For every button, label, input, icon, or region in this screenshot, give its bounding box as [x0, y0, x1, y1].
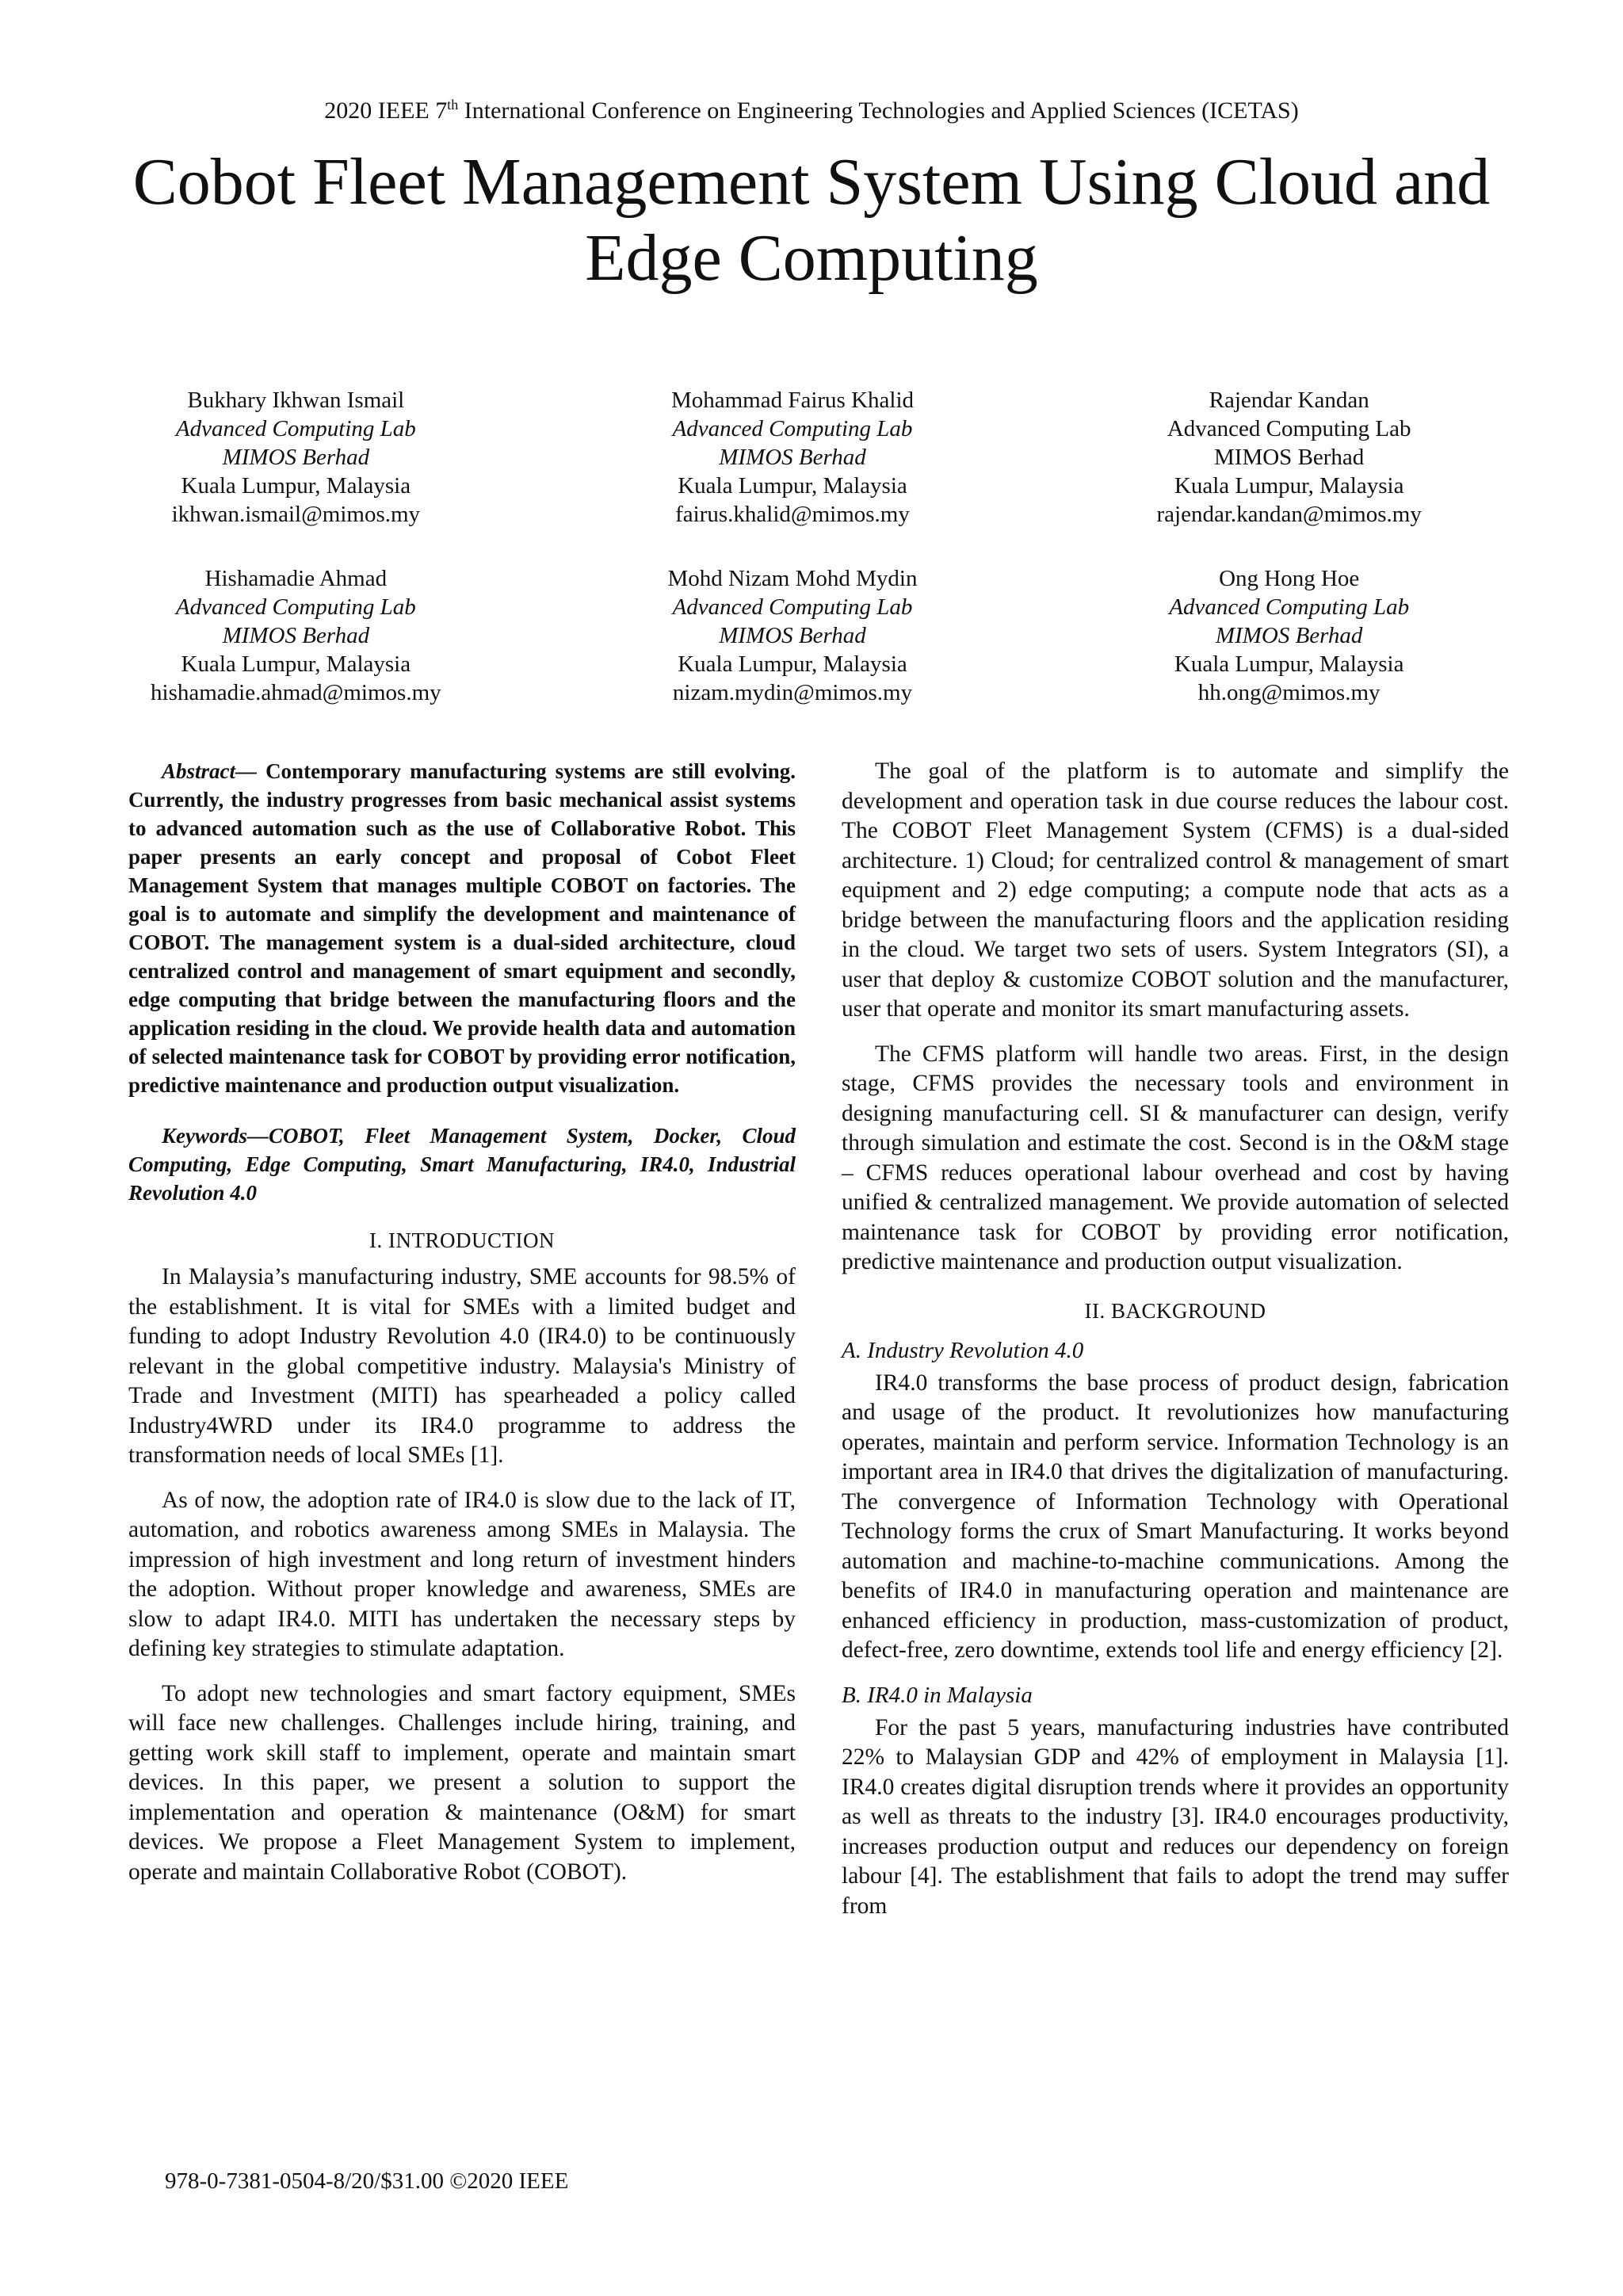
- paper-title: Cobot Fleet Management System Using Cloud and Edge Computing: [132, 145, 1491, 295]
- abstract-text: Contemporary manufacturing systems are still evolving. Currently, the industry progresses from basic mechanical assist systems to advanced automation such as the use of Collaborative Robot. This paper presents an early concept and proposal of Cobot Fleet Management System that manages multiple COBOT on factories. The goal is to automate and simplify the development and maintenance of COBOT. The management system is a dual-sided architecture, cloud centralized control and management of smart equipment and secondly, edge computing that bridge between the manufacturing floors and the application residing in the cloud. We provide health data and automation of selected maintenance task for COBOT by providing error notification, predictive maintenance and production output visualization.: [128, 759, 796, 1097]
- author-dept: Advanced Computing Lab: [1167, 416, 1411, 441]
- paragraph: The CFMS platform will handle two areas. First, in the design stage, CFMS provides the necessary tools and environment in designing manufacturing cell. SI & manufacturer can design, verify through simulation and estimate the cost. Second is in the O&M stage – CFMS reduces operational labour overhead and cost by having unified & centralized management. We provide automation of selected maintenance task for COBOT by providing error notification, predictive maintenance and production output visualization.: [842, 1041, 1509, 1274]
- author-email[interactable]: fairus.khalid@mimos.my: [675, 502, 910, 527]
- author-location: Kuala Lumpur, Malaysia: [678, 651, 907, 677]
- author-name: Mohammad Fairus Khalid: [670, 388, 915, 413]
- author-row-2: [48, 564, 1537, 707]
- author-row-1: [48, 386, 1537, 529]
- author-org: MIMOS Berhad: [222, 623, 370, 648]
- author-location: Kuala Lumpur, Malaysia: [1174, 473, 1404, 499]
- keywords: Keywords—COBOT, Fleet Management System, Docker, Cloud Computing, Edge Computing, Smart Manufacturing, IR4.0, Industrial Revolution 4.0: [128, 1124, 796, 1205]
- author-location: Kuala Lumpur, Malaysia: [181, 651, 411, 677]
- author-block: [544, 386, 1041, 529]
- paragraph: For the past 5 years, manufacturing industries have contributed 22% to Malaysian GDP and 42% of employment in Malaysia [1]. IR4.0 creates digital disruption trends where it provides an opportunity as well as threats to the industry [3]. IR4.0 encourages productivity, increases production output and reduces our dependency on foreign labour [4]. The establishment that fails to adopt the trend may suffer from: [842, 1714, 1509, 1919]
- author-location: Kuala Lumpur, Malaysia: [181, 473, 411, 499]
- subsection-heading-ir40-malaysia: B. IR4.0 in Malaysia: [842, 1682, 1033, 1708]
- author-email[interactable]: hishamadie.ahmad@mimos.my: [151, 680, 441, 705]
- author-org: MIMOS Berhad: [1214, 445, 1365, 470]
- author-email[interactable]: rajendar.kandan@mimos.my: [1156, 502, 1422, 527]
- author-location: Kuala Lumpur, Malaysia: [678, 473, 907, 499]
- author-dept: Advanced Computing Lab: [672, 416, 913, 441]
- conference-name: 2020 IEEE 7: [324, 97, 448, 124]
- author-org: MIMOS Berhad: [222, 445, 370, 470]
- author-location: Kuala Lumpur, Malaysia: [1174, 651, 1404, 677]
- author-block: [1041, 386, 1537, 529]
- left-column: [128, 757, 796, 1902]
- author-org: MIMOS Berhad: [1215, 623, 1363, 648]
- author-name: Ong Hong Hoe: [1219, 566, 1360, 591]
- conference-ordinal-suffix: th: [447, 97, 459, 113]
- author-name: Rajendar Kandan: [1209, 388, 1369, 413]
- author-email[interactable]: hh.ong@mimos.my: [1197, 680, 1381, 705]
- author-block: [48, 386, 544, 529]
- paragraph: To adopt new technologies and smart factory equipment, SMEs will face new challenges. Challenges include hiring, training, and getting work skill staff to implement, operate and maintain smart devices. In this paper, we present a solution to support the implementation and operation & maintenance (O&M) for smart devices. We propose a Fleet Management System to implement, operate and maintain Collaborative Robot (COBOT).: [128, 1680, 796, 1885]
- author-email[interactable]: nizam.mydin@mimos.my: [672, 680, 913, 705]
- abstract-label: Abstract—: [162, 759, 258, 783]
- author-block: [1041, 564, 1537, 707]
- author-name: Mohd Nizam Mohd Mydin: [667, 566, 918, 591]
- paragraph: The goal of the platform is to automate and simplify the development and operation task in due course reduces the labour cost. The COBOT Fleet Management System (CFMS) is a dual-sided architecture. 1) Cloud; for centralized control & management of smart equipment and 2) edge computing; a compute node that acts as a bridge between the manufacturing floors and the application residing in the cloud. We target two sets of users. System Integrators (SI), a user that deploy & customize COBOT solution and the manufacturer, user that operate and monitor its smart manufacturing assets.: [842, 758, 1509, 1022]
- author-org: MIMOS Berhad: [719, 445, 866, 470]
- author-name: Hishamadie Ahmad: [204, 566, 388, 591]
- author-email[interactable]: ikhwan.ismail@mimos.my: [171, 502, 421, 527]
- author-dept: Advanced Computing Lab: [175, 594, 416, 620]
- conference-header: [0, 97, 1623, 125]
- author-dept: Advanced Computing Lab: [1169, 594, 1410, 620]
- paragraph: As of now, the adoption rate of IR4.0 is slow due to the lack of IT, automation, and robotics awareness among SMEs in Malaysia. The impression of high investment and long return of investment hinders the adoption. Without proper knowledge and awareness, SMEs are slow to adapt IR4.0. MITI has undertaken the necessary steps by defining key strategies to stimulate adaptation.: [128, 1487, 796, 1661]
- right-column: [842, 757, 1509, 1936]
- paragraph: In Malaysia’s manufacturing industry, SME accounts for 98.5% of the establishment. It is vital for SMEs with a limited budget and funding to adopt Industry Revolution 4.0 (IR4.0) to be continuously relevant in the global competitive industry. Malaysia's Ministry of Trade and Investment (MITI) has spearheaded a policy called Industry4WRD under its IR4.0 programme to address the transformation needs of local SMEs [1].: [128, 1264, 796, 1468]
- paragraph: IR4.0 transforms the base process of product design, fabrication and usage of the product. It revolutionizes how manufacturing operates, maintain and perform service. Information Technology is an important area in IR4.0 that drives the digitalization of manufacturing. The convergence of Information Technology with Operational Technology forms the crux of Smart Manufacturing. It works beyond automation and machine-to-machine communications. Among the benefits of IR4.0 in manufacturing operation and maintenance are enhanced efficiency in production, mass-customization of product, defect-free, zero downtime, extends tool life and energy efficiency [2].: [842, 1370, 1509, 1663]
- author-name: Bukhary Ikhwan Ismail: [187, 388, 405, 413]
- author-org: MIMOS Berhad: [719, 623, 866, 648]
- author-block: [48, 564, 544, 707]
- abstract: [128, 757, 796, 1099]
- section-heading-background: II. BACKGROUND: [1084, 1298, 1266, 1323]
- subsection-heading-ir40: A. Industry Revolution 4.0: [842, 1337, 1084, 1363]
- section-heading-introduction: I. INTRODUCTION: [369, 1228, 555, 1252]
- author-block: [544, 564, 1041, 707]
- author-dept: Advanced Computing Lab: [672, 594, 913, 620]
- author-dept: Advanced Computing Lab: [175, 416, 416, 441]
- conference-name-rest: International Conference on Engineering Technologies and Applied Sciences (ICETAS): [458, 97, 1299, 124]
- copyright-footer: 978-0-7381-0504-8/20/$31.00 ©2020 IEEE: [165, 2168, 569, 2194]
